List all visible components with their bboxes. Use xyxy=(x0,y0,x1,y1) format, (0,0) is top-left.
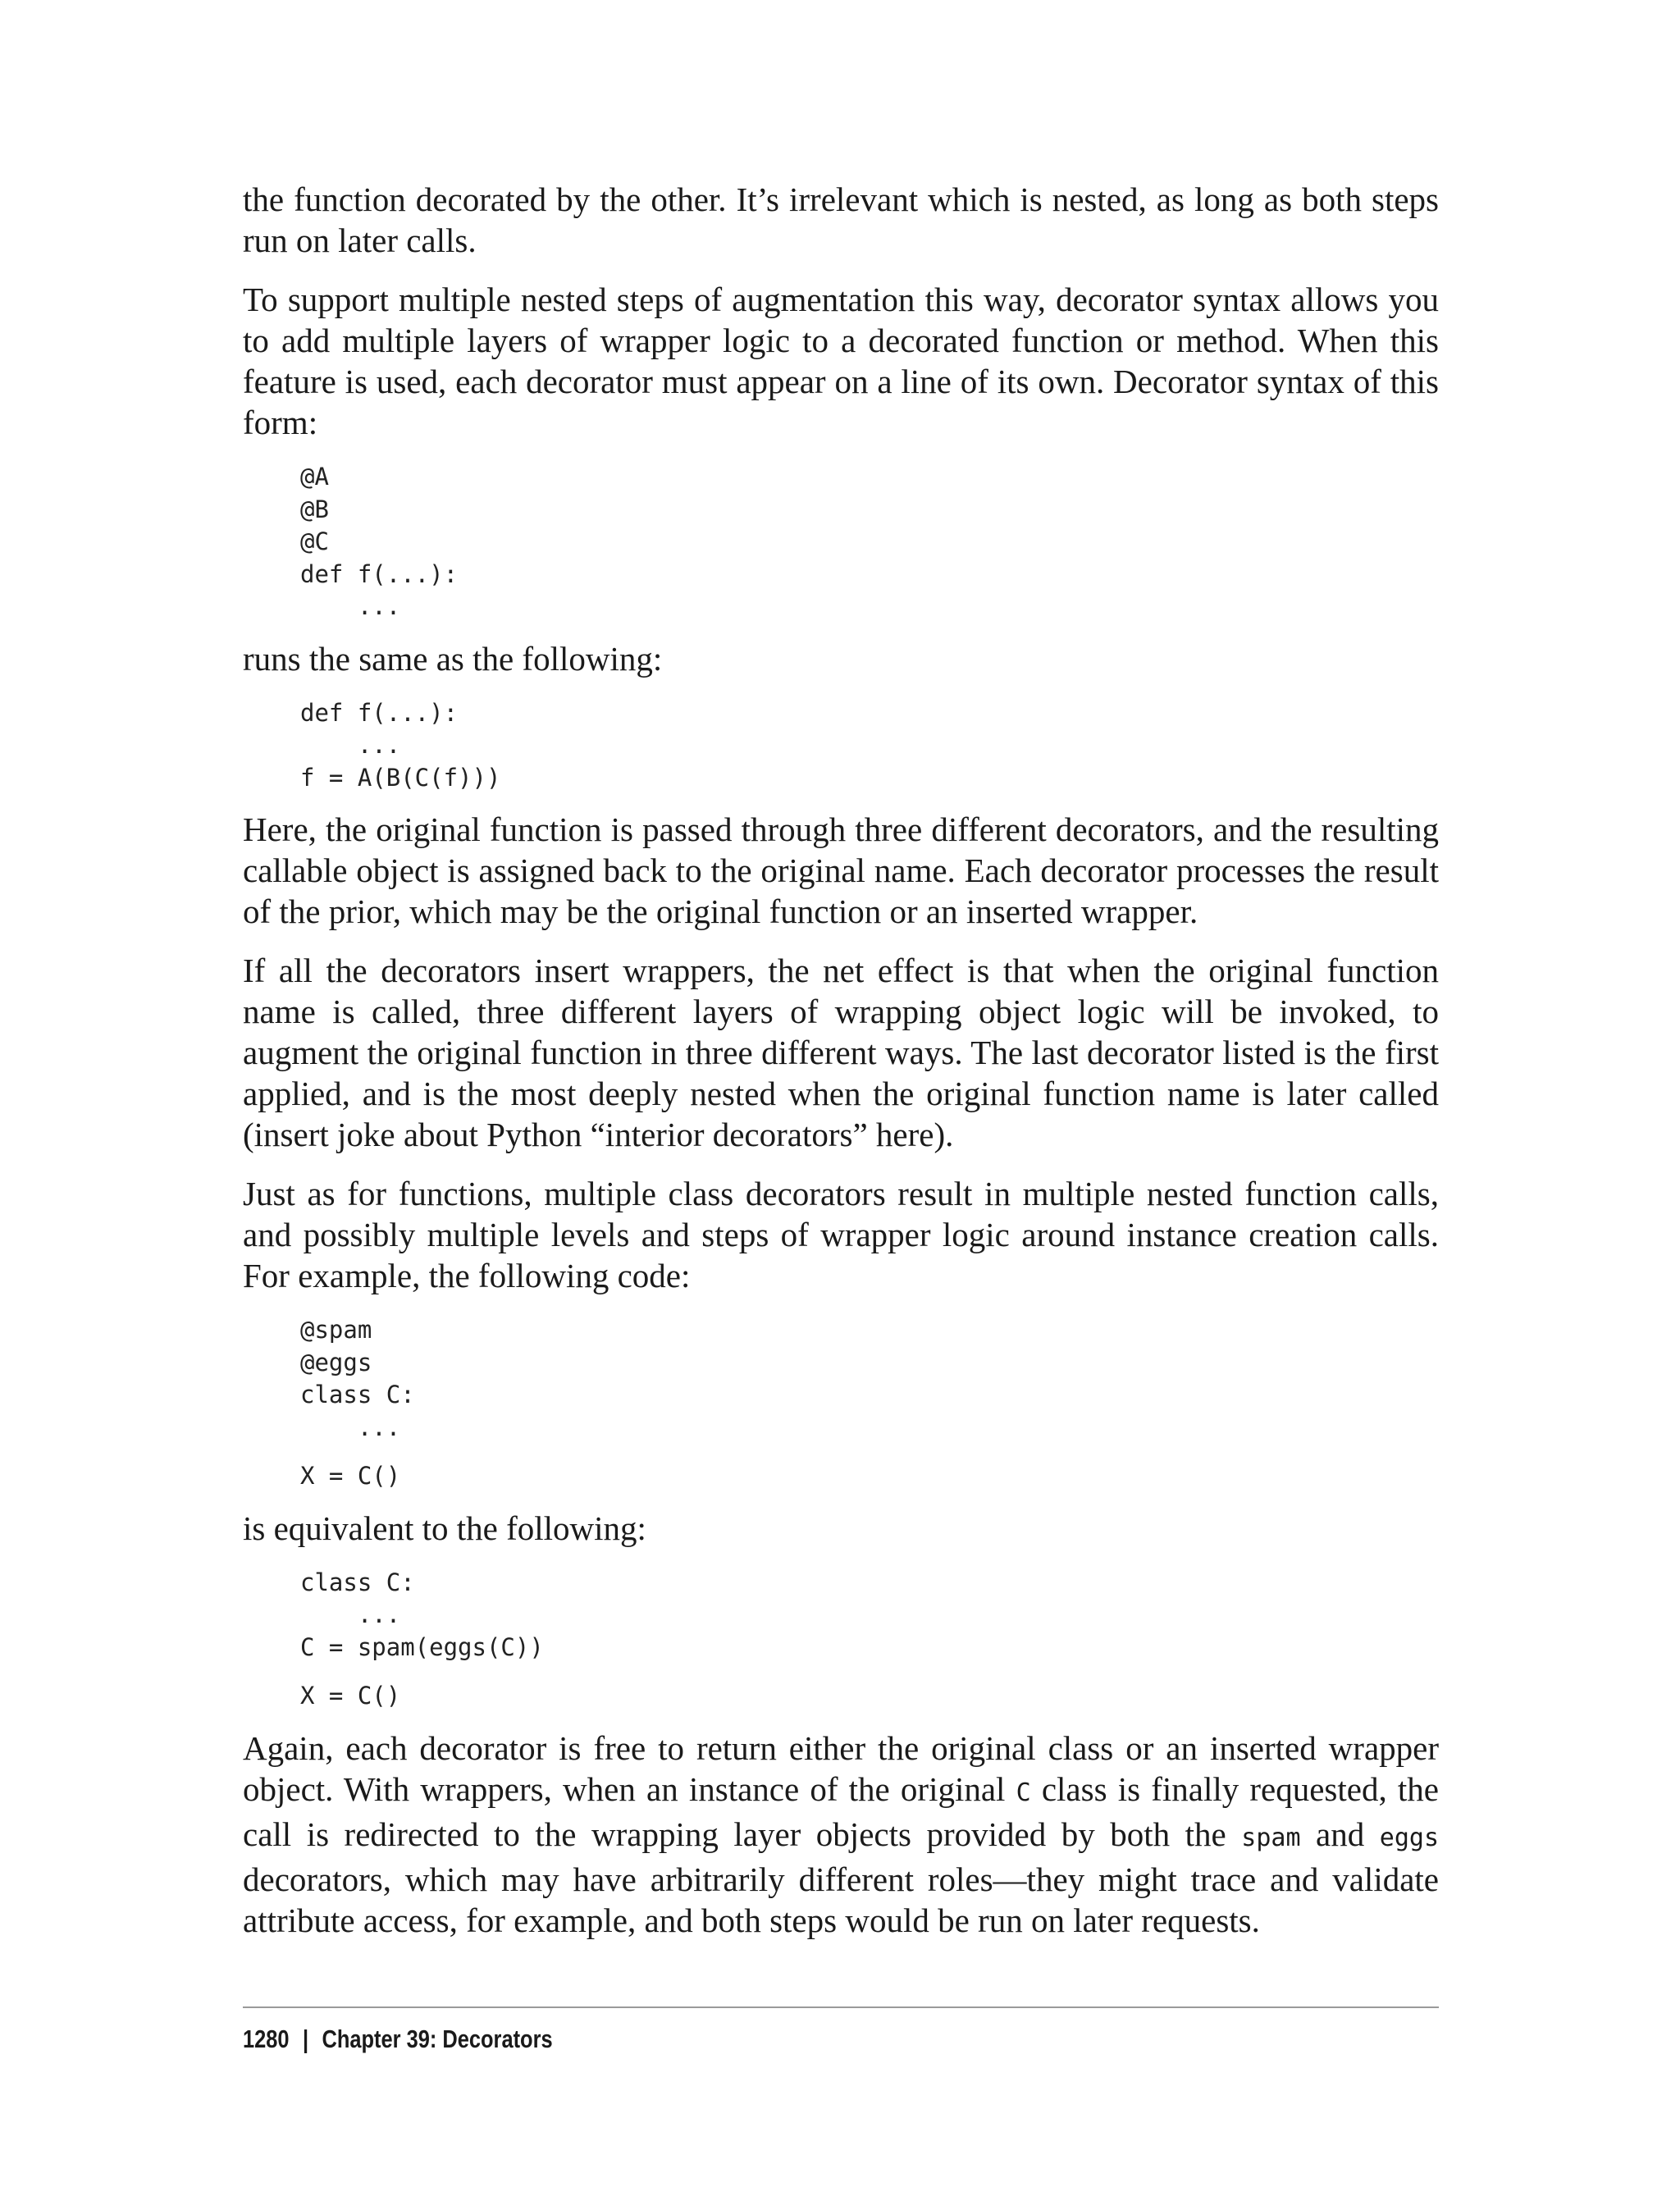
inline-code-c: C xyxy=(1016,1778,1031,1807)
page-number: 1280 xyxy=(243,2025,290,2053)
paragraph-5: If all the decorators insert wrappers, the net effect is that when the original function name is called, three different layers of wrapping object logic will be invoked, to augment the original function in three different ways. The last decorator listed is the first applied, and is the most deeply nested when the original function name is later called (insert joke about Python “interior decorators” here). xyxy=(243,952,1439,1153)
paragraph-1: the function decorated by the other. It’s irrelevant which is nested, as long as both steps run on later calls. xyxy=(243,180,1439,259)
footer-separator: | xyxy=(302,2025,309,2053)
page-body xyxy=(243,179,1439,1959)
code-block-decorator-syntax: @A @B @C def f(...): ... xyxy=(300,463,459,620)
paragraph-8-part-3: and xyxy=(1300,1815,1380,1853)
paragraph-3: runs the same as the following: xyxy=(243,639,663,678)
code-class-equivalent-instance: X = C() xyxy=(300,1682,401,1710)
code-blank-line xyxy=(300,1664,1439,1680)
chapter-title: Chapter 39: Decorators xyxy=(322,2025,553,2053)
inline-code-spam: spam xyxy=(1241,1823,1301,1852)
footer-divider xyxy=(243,2006,1439,2008)
paragraph-6: Just as for functions, multiple class decorators result in multiple nested function calls, and possibly multiple levels and steps of wrapper logic around instance creation calls. For example, the following code: xyxy=(243,1175,1439,1294)
code-block-equivalent-call: def f(...): ... f = A(B(C(f))) xyxy=(300,698,501,792)
paragraph-4: Here, the original function is passed through three different decorators, and the resulting callable object is assigned back to the original name. Each decorator processes the result of the prior, which may be the original function or an inserted wrapper. xyxy=(243,810,1439,930)
code-class-equivalent-def: class C: ... C = spam(eggs(C)) xyxy=(300,1568,544,1661)
paragraph-8-part-4: decorators, which may have arbitrarily different roles—they might trace and validate attribute access, for example, and both steps would be run on later requests. xyxy=(243,1860,1439,1939)
inline-code-eggs: eggs xyxy=(1379,1823,1440,1852)
page-footer xyxy=(243,2006,1439,2056)
code-block-class-decorators xyxy=(300,1314,1439,1493)
paragraph-7: is equivalent to the following: xyxy=(243,1509,646,1547)
paragraph-8-part-2: class is finally requested, the call is redirected to the wrapping layer objects provided by both the xyxy=(243,1769,1439,1853)
paragraph-8-part-1: Again, each decorator is free to return either the original class or an inserted wrapper object. With wrappers, when an instance of the original xyxy=(243,1728,1439,1808)
code-block-class-equivalent xyxy=(300,1567,1439,1713)
code-class-decorators-def: @spam @eggs class C: ... xyxy=(300,1316,415,1441)
paragraph-2: To support multiple nested steps of augmentation this way, decorator syntax allows you to add multiple layers of wrapper logic to a decorated function or method. When this feature is used, each decorator must appear on a line of its own. Decorator syntax of this form: xyxy=(243,281,1439,441)
code-class-decorators-instance: X = C() xyxy=(300,1462,401,1490)
footer-running-head xyxy=(243,2023,1224,2056)
paragraph-8 xyxy=(243,1728,1439,1941)
code-blank-line xyxy=(300,1444,1439,1460)
